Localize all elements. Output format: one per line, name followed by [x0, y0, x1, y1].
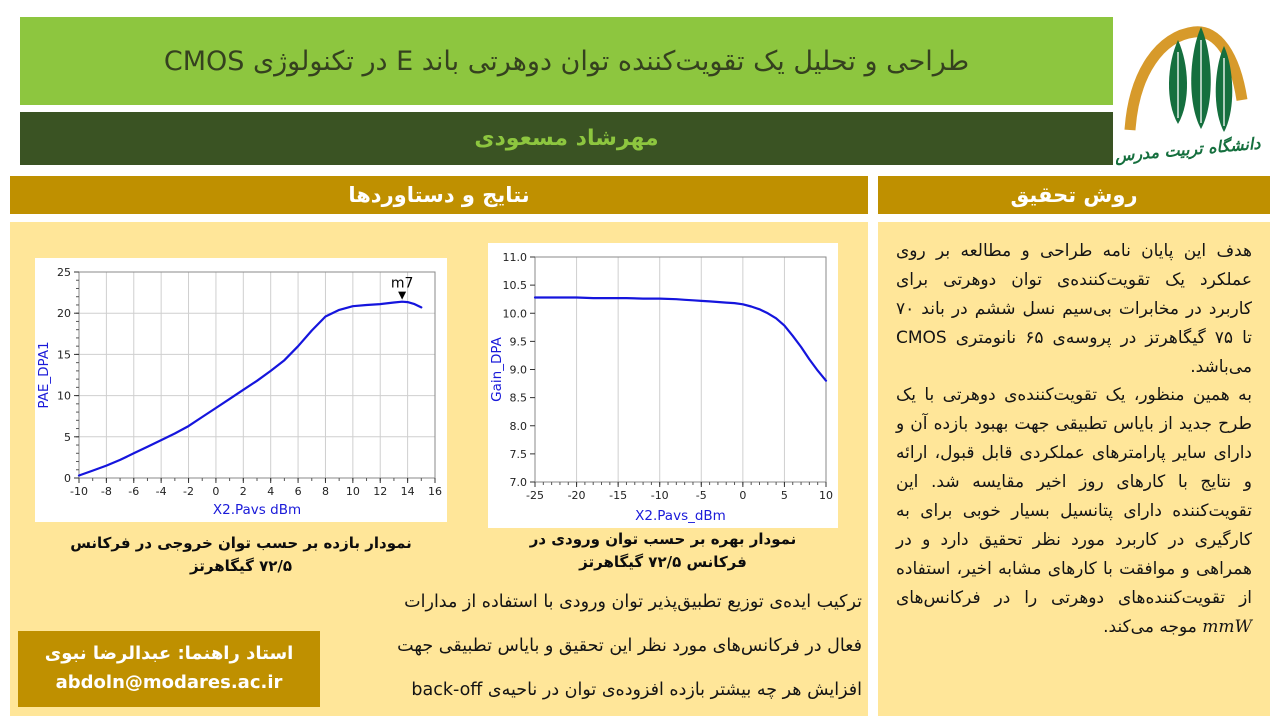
svg-text:10.0: 10.0 [502, 307, 527, 321]
method-paragraph-2-text: به همین منظور، یک تقویت‌کننده‌ی دوهرتی با یک طرح جدید از بایاس تطبیقی جهت بهبود بازده آن و دارای سایر پارامترهای عملکردی قابل قبول، ارائه و نتایج با کارهای روز اخیر مقایسه شد. این تقویت‌کننده دارای پتانسیل بسیار خوبی برای به کارگیری در کاربرد مورد نظر تحقیق دارد و در همراهی و موافقت با کارهای مشابه اخیر، استفاده از تقویت‌کننده‌های دوهرتی را در فرکانس‌های [896, 385, 1252, 608]
svg-text:20: 20 [57, 307, 71, 321]
svg-text:X2.Pavs dBm: X2.Pavs dBm [212, 502, 302, 518]
svg-text:10: 10 [57, 389, 71, 403]
svg-text:-10: -10 [70, 485, 88, 498]
svg-text:0: 0 [64, 472, 71, 485]
advisor-email: abdoln@modares.ac.ir [55, 672, 283, 693]
results-panel [10, 222, 868, 716]
svg-text:10.5: 10.5 [502, 279, 527, 293]
advisor-name: استاد راهنما: عبدالرضا نبوی [44, 643, 294, 665]
svg-text:5: 5 [64, 430, 71, 444]
method-paragraph-1: هدف این پایان نامه طراحی و مطالعه بر روی عملکرد یک تقویت‌کننده‌ی توان دوهرتی برای کاربرد در مخابرات بی‌سیم نسل ششم در باند ۷۰ تا ۷۵ گیگاهرتز در پروسه‌ی ۶۵ نانومتری CMOS می‌باشد. [896, 241, 1252, 377]
method-paragraph-2 [896, 381, 1252, 641]
svg-text:15: 15 [57, 348, 71, 362]
svg-text:7.0: 7.0 [509, 476, 527, 489]
svg-text:8.5: 8.5 [509, 391, 527, 405]
gain-chart-caption: نمودار بهره بر حسب توان ورودی در فرکانس ۷۲/۵ گیگاهرتز [529, 530, 797, 571]
svg-text:6: 6 [294, 485, 302, 498]
poster-title: طراحی و تحلیل یک تقویت‌کننده توان دوهرتی باند E در تکنولوژی CMOS [163, 45, 970, 77]
svg-text:8.0: 8.0 [509, 419, 527, 433]
svg-text:0: 0 [739, 489, 747, 502]
svg-text:8: 8 [321, 485, 329, 498]
svg-text:-20: -20 [567, 489, 586, 502]
svg-text:5: 5 [780, 489, 788, 502]
svg-text:4: 4 [267, 485, 275, 498]
method-section-header [878, 176, 1270, 214]
svg-text:-5: -5 [695, 489, 707, 502]
svg-text:10: 10 [819, 489, 833, 502]
title-bar [20, 17, 1113, 105]
gain-chart [488, 243, 838, 528]
university-logo-icon [1116, 2, 1266, 168]
method-paragraph-2-tail: موجه می‌کند. [1103, 616, 1203, 637]
method-section-title: روش تحقیق [1010, 183, 1138, 207]
author-name: مهرشاد مسعودی [474, 126, 659, 151]
svg-text:2: 2 [239, 485, 247, 498]
svg-text:-6: -6 [128, 485, 140, 498]
svg-text:-4: -4 [155, 485, 167, 498]
author-bar [20, 112, 1113, 165]
svg-text:m7: m7 [390, 275, 414, 292]
results-note-line: افزایش هر چه بیشتر بازده افزوده‌ی توان در ناحیه‌ی back-off [411, 680, 862, 700]
svg-text:16: 16 [428, 485, 442, 498]
svg-text:25: 25 [57, 266, 71, 279]
svg-text:11.0: 11.0 [502, 251, 527, 264]
svg-text:-8: -8 [100, 485, 112, 498]
svg-text:PAE_DPA1: PAE_DPA1 [36, 341, 52, 409]
mmw-term: mmW [1202, 616, 1252, 637]
svg-text:14: 14 [400, 485, 415, 498]
advisor-box [18, 631, 320, 707]
results-note-line: فعال در فرکانس‌های مورد نظر این تحقیق و بایاس تطبیقی جهت [397, 636, 862, 656]
svg-text:-10: -10 [650, 489, 669, 502]
svg-text:9.0: 9.0 [509, 363, 527, 377]
svg-text:12: 12 [373, 485, 388, 498]
pae-chart-caption: نمودار بازده بر حسب توان خروجی در فرکانس ۷۲/۵ گیگاهرتز [70, 534, 412, 575]
results-section-title: نتایج و دستاوردها [348, 183, 530, 207]
university-logo [1116, 2, 1266, 168]
pae-chart [35, 258, 447, 522]
svg-text:-25: -25 [526, 489, 544, 502]
results-note-line: ترکیب ایده‌ی توزیع تطبیق‌پذیر توان ورودی با استفاده از مدارات [404, 592, 862, 612]
svg-text:Gain_DPA: Gain_DPA [489, 337, 505, 402]
svg-text:9.5: 9.5 [509, 335, 527, 349]
svg-text:7.5: 7.5 [509, 447, 527, 461]
svg-text:-2: -2 [183, 485, 195, 498]
results-notes [278, 580, 862, 712]
svg-text:0: 0 [212, 485, 220, 498]
university-name: دانشگاه تربیت مدرس [1116, 133, 1262, 166]
svg-text:10: 10 [345, 485, 360, 498]
method-panel [878, 222, 1270, 716]
svg-text:X2.Pavs_dBm: X2.Pavs_dBm [635, 508, 726, 524]
svg-text:-15: -15 [609, 489, 628, 502]
results-section-header [10, 176, 868, 214]
